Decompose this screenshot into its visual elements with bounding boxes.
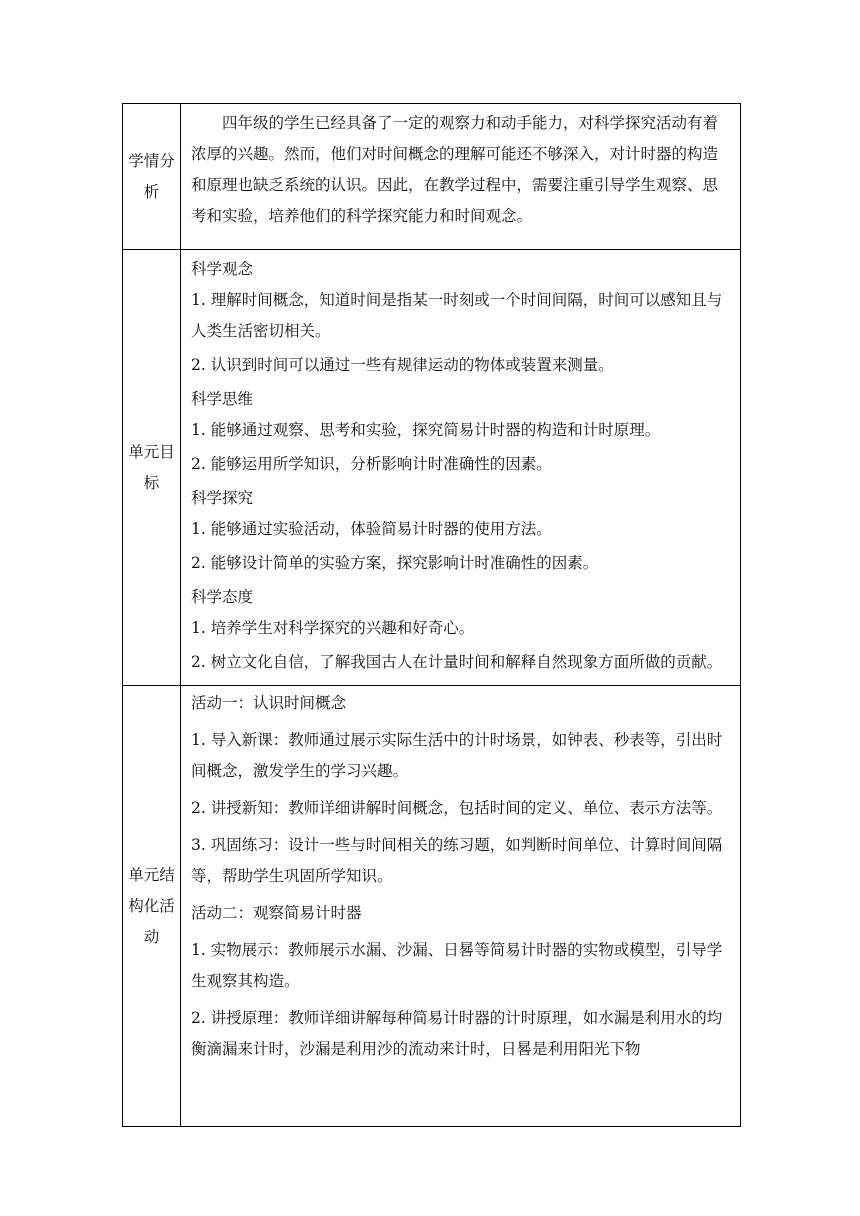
list-item: 2. 讲授新知：教师详细讲解时间概念，包括时间的定义、单位、表示方法等。 [191, 799, 723, 817]
row-label-unit-activities: 单元结构化活动 [123, 686, 181, 1127]
student-analysis-cell [181, 104, 741, 250]
section-heading: 科学思维 [191, 390, 254, 408]
list-item: 1. 能够通过观察、思考和实验，探究简易计时器的构造和计时原理。 [191, 421, 661, 439]
list-item: 2. 能够运用所学知识，分析影响计时准确性的因素。 [191, 455, 552, 473]
section-heading: 科学探究 [191, 489, 254, 507]
list-item: 1. 培养学生对科学探究的兴趣和好奇心。 [191, 619, 475, 637]
table-row-unit-activities [123, 686, 741, 1127]
list-item: 1. 实物展示：教师展示水漏、沙漏、日晷等简易计时器的实物或模型，引导学生观察其构造。 [191, 941, 723, 990]
row-label-unit-goals: 单元目标 [123, 250, 181, 686]
list-item: 2. 认识到时间可以通过一些有规律运动的物体或装置来测量。 [191, 356, 614, 374]
list-item: 2. 树立文化自信，了解我国古人在计量时间和解释自然现象方面所做的贡献。 [191, 653, 723, 671]
unit-activities-cell [181, 686, 741, 1127]
activity-heading: 活动二：观察简易计时器 [191, 904, 362, 922]
section-heading: 科学态度 [191, 588, 254, 606]
table-row-student-analysis [123, 104, 741, 250]
row-label-student-analysis: 学情分析 [123, 104, 181, 250]
lesson-plan-table [122, 103, 741, 1127]
list-item: 1. 导入新课：教师通过展示实际生活中的计时场景，如钟表、秒表等，引出时间概念，激发学生的学习兴趣。 [191, 731, 723, 780]
list-item: 1. 理解时间概念，知道时间是指某一时刻或一个时间间隔，时间可以感知且与人类生活密切相关。 [191, 291, 723, 340]
unit-goals-cell [181, 250, 741, 686]
list-item: 1. 能够通过实验活动，体验简易计时器的使用方法。 [191, 520, 552, 538]
student-analysis-paragraph: 四年级的学生已经具备了一定的观察力和动手能力，对科学探究活动有着浓厚的兴趣。然而，他们对时间概念的理解可能还不够深入，对计时器的构造和原理也缺乏系统的认识。因此，在教学过程中，需要注重引导学生观察、思考和实验，培养他们的科学探究能力和时间观念。 [191, 114, 719, 225]
table-row-unit-goals [123, 250, 741, 686]
section-heading: 科学观念 [191, 260, 254, 278]
list-item: 2. 能够设计简单的实验方案，探究影响计时准确性的因素。 [191, 554, 599, 572]
list-item: 2. 讲授原理：教师详细讲解每种简易计时器的计时原理，如水漏是利用水的均衡滴漏来计时，沙漏是利用沙的流动来计时，日晷是利用阳光下物 [191, 1009, 723, 1058]
list-item: 3. 巩固练习：设计一些与时间相关的练习题，如判断时间单位、计算时间间隔等，帮助学生巩固所学知识。 [191, 836, 723, 885]
activity-heading: 活动一：认识时间概念 [191, 694, 347, 712]
